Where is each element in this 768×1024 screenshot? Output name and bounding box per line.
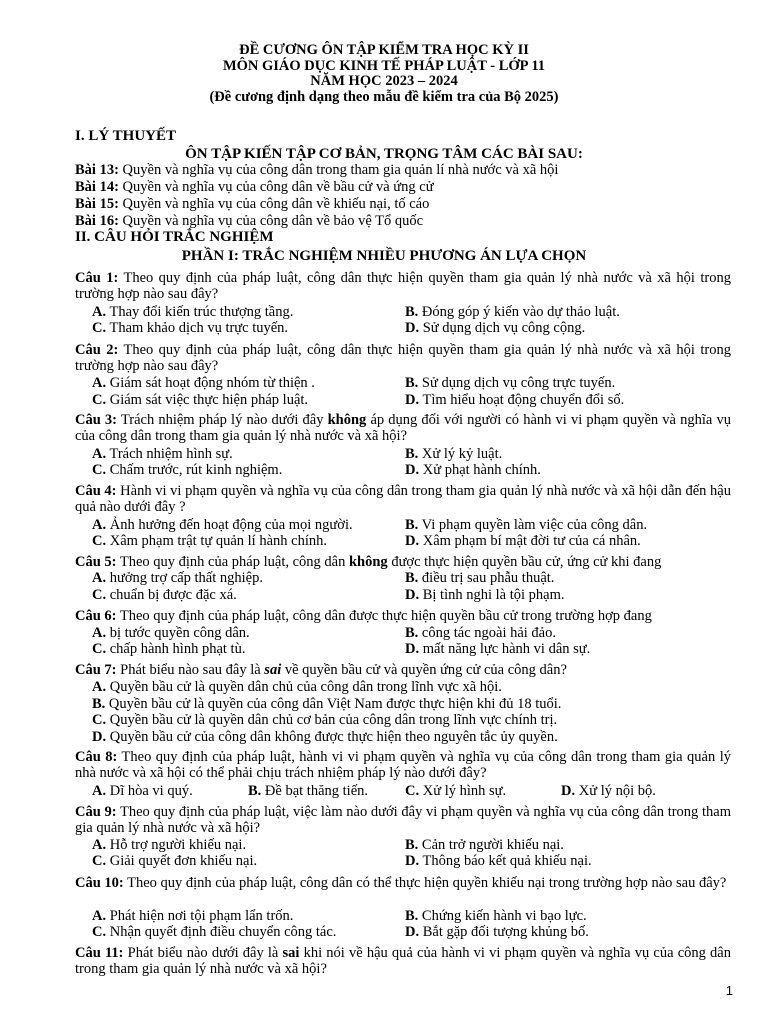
header-note: (Đề cương định dạng theo mẫu đề kiểm tra của Bộ 2025) — [209, 88, 559, 105]
answer-option-d[interactable]: D. Xử phạt hành chính. — [405, 462, 541, 478]
answer-option-b[interactable]: B. Đóng góp ý kiến vào dự thảo luật. — [405, 304, 620, 320]
lesson-item: Bài 14: Quyền và nghĩa vụ của công dân về bầu cử và ứng cử — [75, 179, 434, 195]
answer-option-a[interactable]: A. Quyền bầu cử là quyền dân chủ của công dân trong lĩnh vực xã hội. — [92, 679, 502, 695]
question-stem: Câu 4: Hành vi vi phạm quyền và nghĩa vụ của công dân trong tham gia quản lý nhà nước và xã hội dẫn đến hậu quả nào dưới đây ? — [75, 483, 731, 515]
answer-option-b[interactable]: B. Sử dụng dịch vụ công trực tuyến. — [405, 375, 616, 391]
header-title: ĐỀ CƯƠNG ÔN TẬP KIỂM TRA HỌC KỲ II — [239, 42, 529, 58]
question-stem: Câu 2: Theo quy định của pháp luật, công dân thực hiện quyền tham gia quản lý nhà nước và xã hội trong trường hợp nào sau đây? — [75, 342, 731, 374]
answer-option-d[interactable]: D. Sử dụng dịch vụ công cộng. — [405, 320, 586, 336]
question-stem: Câu 5: Theo quy định của pháp luật, công dân không được thực hiện quyền bầu cử, ứng cử khi đang — [75, 554, 662, 570]
question-stem: Câu 8: Theo quy định của pháp luật, hành vi vi phạm quyền và nghĩa vụ của công dân trong tham gia quản lý nhà nước và xã hội có thể phải chịu trách nhiệm pháp lý nào dưới đây? — [75, 749, 731, 781]
header-subject: MÔN GIÁO DỤC KINH TẾ PHÁP LUẬT - LỚP 11 — [222, 57, 546, 74]
answer-option-b[interactable]: B. Xử lý kỷ luật. — [405, 446, 503, 462]
section-mcq-heading: II. CÂU HỎI TRẮC NGHIỆM — [75, 229, 274, 245]
answer-option-d[interactable]: D. Xử lý nội bộ. — [561, 783, 656, 799]
answer-option-d[interactable]: D. Quyền bầu cử của công dân không được thực hiện theo nguyên tắc ủy quyền. — [92, 729, 558, 745]
answer-option-c[interactable]: C. Xâm phạm trật tự quản lí hành chính. — [92, 533, 327, 549]
answer-option-c[interactable]: C. Nhận quyết định điều chuyển công tác. — [92, 924, 337, 940]
answer-option-b[interactable]: B. công tác ngoài hải đảo. — [405, 625, 556, 641]
answer-option-a[interactable]: A. bị tước quyền công dân. — [92, 625, 250, 641]
answer-option-b[interactable]: B. Cản trở người khiếu nại. — [405, 837, 564, 853]
theory-subtitle: ÔN TẬP KIẾN TẬP CƠ BẢN, TRỌNG TÂM CÁC BÀI SAU: — [185, 146, 583, 162]
question-stem: Câu 10: Theo quy định của pháp luật, công dân có thể thực hiện quyền khiếu nại trong trường hợp nào sau đây? — [75, 875, 727, 891]
answer-option-c[interactable]: C. Giám sát việc thực hiện pháp luật. — [92, 392, 309, 408]
answer-option-d[interactable]: D. Tìm hiểu hoạt động chuyển đổi số. — [405, 392, 625, 408]
lesson-item: Bài 13: Quyền và nghĩa vụ của công dân trong tham gia quản lí nhà nước và xã hội — [75, 162, 559, 178]
answer-option-c[interactable]: C. chuẩn bị được đặc xá. — [92, 587, 237, 603]
answer-option-a[interactable]: A. hưởng trợ cấp thất nghiệp. — [92, 570, 263, 586]
answer-option-d[interactable]: D. mất năng lực hành vi dân sự. — [405, 641, 591, 657]
answer-option-b[interactable]: B. Vi phạm quyền làm việc của công dân. — [405, 517, 648, 533]
answer-option-b[interactable]: B. Chứng kiến hành vi bạo lực. — [405, 908, 587, 924]
answer-option-a[interactable]: A. Ảnh hưởng đến hoạt động của mọi người. — [92, 517, 353, 533]
question-stem: Câu 11: Phát biểu nào dưới đây là sai khi nói về hậu quả của hành vi vi phạm quyền và nghĩa vụ của công dân trong tham gia quản lý nhà nước và xã hội? — [75, 945, 731, 977]
header-year: NĂM HỌC 2023 – 2024 — [310, 73, 458, 89]
answer-option-b[interactable]: B. Quyền bầu cử là quyền của công dân Việt Nam được thực hiện khi đủ 18 tuổi. — [92, 696, 562, 712]
answer-option-a[interactable]: A. Trách nhiệm hình sự. — [92, 446, 233, 462]
answer-option-c[interactable]: C. Chấm trước, rút kinh nghiệm. — [92, 462, 283, 478]
question-stem: Câu 7: Phát biểu nào sau đây là sai về quyền bầu cử và quyền ứng cử của công dân? — [75, 662, 567, 678]
document-header — [0, 43, 768, 105]
answer-option-a[interactable]: A. Hỗ trợ người khiếu nại. — [92, 837, 247, 853]
question-stem: Câu 6: Theo quy định của pháp luật, công dân được thực hiện quyền bầu cử trong trường hợp đang — [75, 608, 652, 624]
answer-option-d[interactable]: D. Bắt gặp đối tượng khủng bố. — [405, 924, 589, 940]
answer-option-c[interactable]: C. chấp hành hình phạt tù. — [92, 641, 246, 657]
answer-option-b[interactable]: B. điều trị sau phẫu thuật. — [405, 570, 555, 586]
answer-option-c[interactable]: C. Xử lý hình sự. — [405, 783, 507, 799]
answer-option-a[interactable]: A. Giám sát hoạt động nhóm từ thiện . — [92, 375, 315, 391]
answer-option-d[interactable]: D. Thông báo kết quả khiếu nại. — [405, 853, 592, 869]
answer-option-d[interactable]: D. Bị tình nghi là tội phạm. — [405, 587, 565, 603]
page-number: 1 — [725, 983, 733, 998]
answer-option-d[interactable]: D. Xâm phạm bí mật đời tư của cá nhân. — [405, 533, 641, 549]
question-stem: Câu 1: Theo quy định của pháp luật, công dân thực hiện quyền tham gia quản lý nhà nước và xã hội trong trường hợp nào sau đây? — [75, 270, 731, 302]
section-theory-heading: I. LÝ THUYẾT — [75, 128, 177, 144]
answer-option-c[interactable]: C. Quyền bầu cử là quyền dân chủ cơ bản của công dân trong lĩnh vực chính trị. — [92, 712, 558, 728]
lesson-item: Bài 16: Quyền và nghĩa vụ của công dân về bảo vệ Tổ quốc — [75, 213, 424, 229]
answer-option-c[interactable]: C. Tham khảo dịch vụ trực tuyến. — [92, 320, 289, 336]
part-title: PHẦN I: TRẮC NGHIỆM NHIỀU PHƯƠNG ÁN LỰA CHỌN — [181, 248, 587, 264]
answer-option-c[interactable]: C. Giải quyết đơn khiếu nại. — [92, 853, 258, 869]
question-stem: Câu 9: Theo quy định của pháp luật, việc làm nào dưới đây vi phạm quyền và nghĩa vụ của công dân trong tham gia quản lý nhà nước và xã hội? — [75, 804, 731, 836]
question-stem: Câu 3: Trách nhiệm pháp lý nào dưới đây không áp dụng đối với người có hành vi vi phạm quyền và nghĩa vụ của công dân trong tham gia quản lý nhà nước và xã hội? — [75, 412, 731, 444]
answer-option-a[interactable]: A. Phát hiện nơi tội phạm lẩn trốn. — [92, 908, 294, 924]
answer-option-a[interactable]: A. Thay đổi kiến trúc thượng tầng. — [92, 304, 294, 320]
answer-option-b[interactable]: B. Đề bạt thăng tiến. — [248, 783, 369, 799]
answer-option-a[interactable]: A. Dĩ hòa vi quý. — [92, 783, 193, 799]
lesson-item: Bài 15: Quyền và nghĩa vụ của công dân về khiếu nại, tố cáo — [75, 196, 430, 212]
